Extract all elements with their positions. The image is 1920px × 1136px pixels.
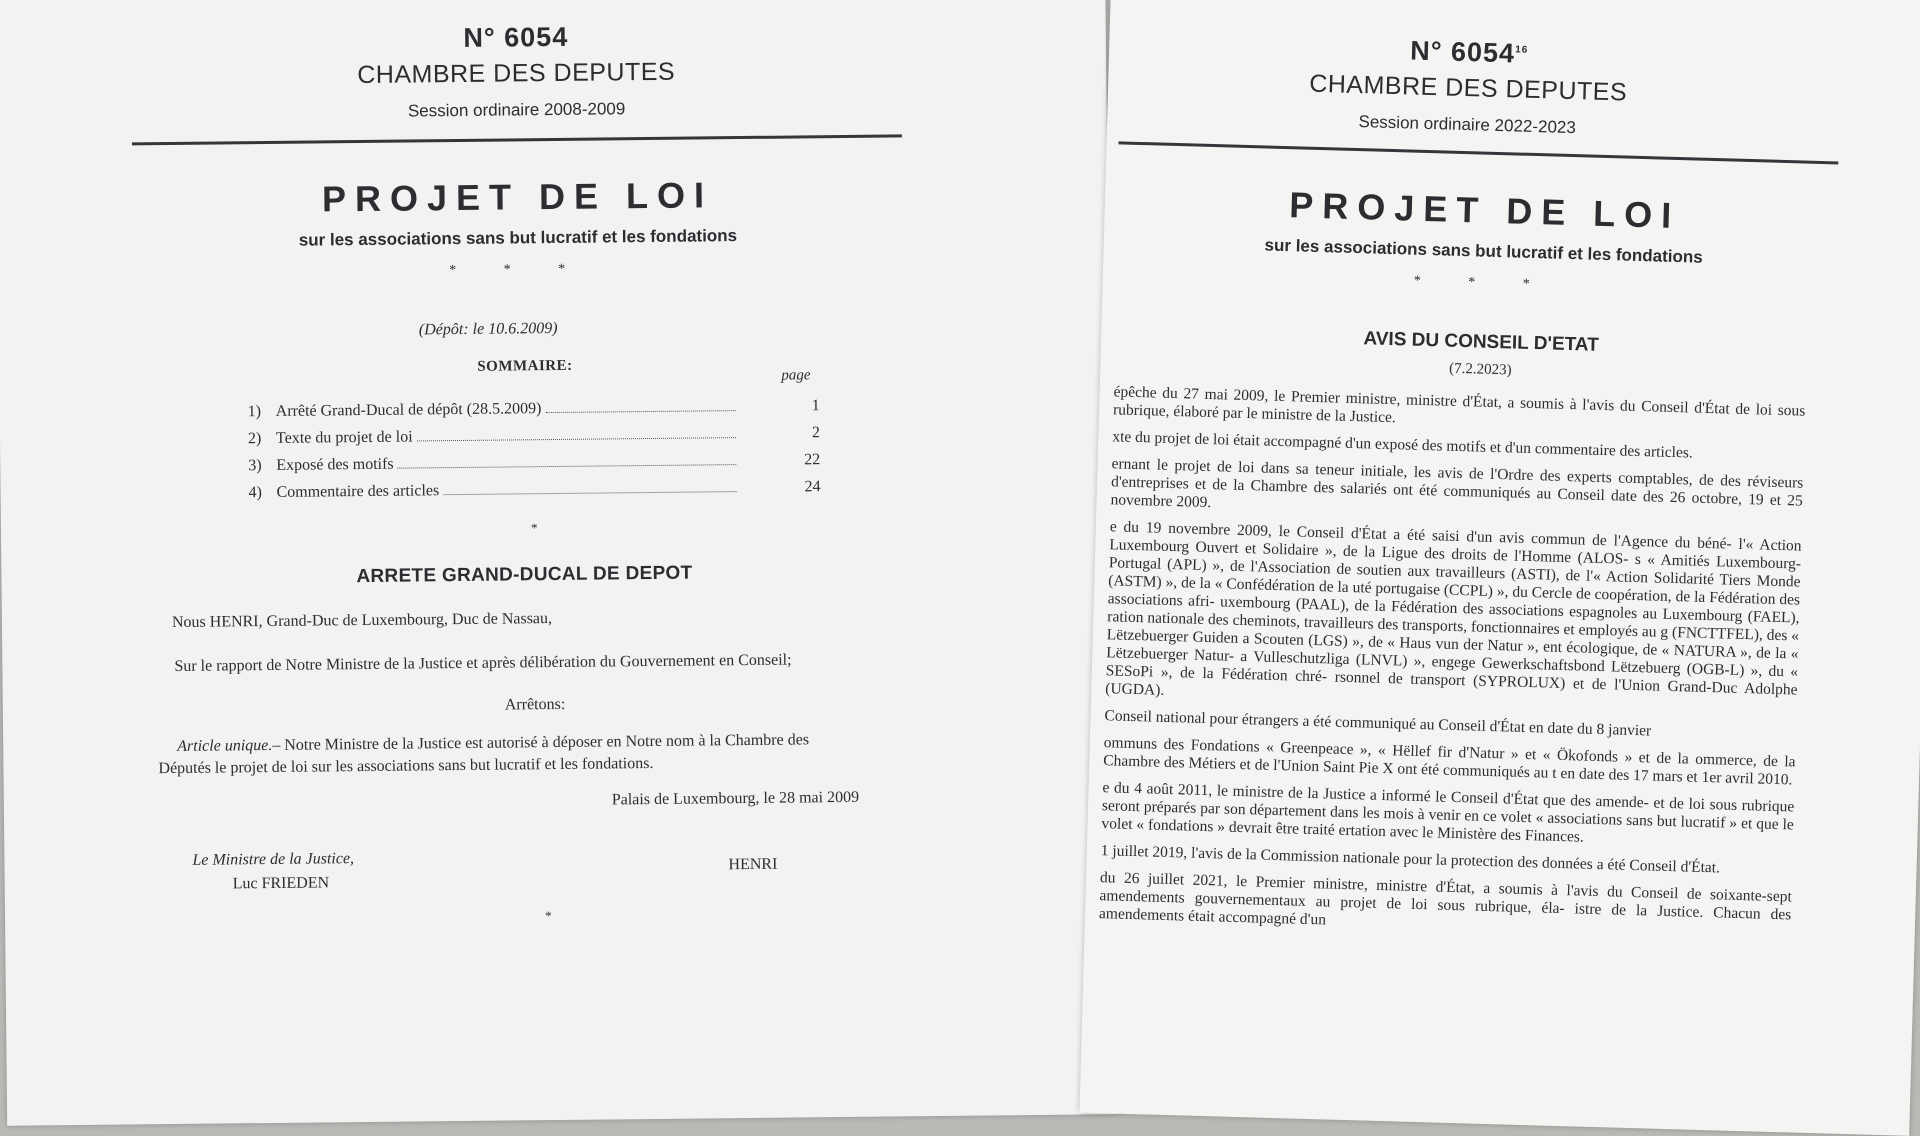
article-body-2: Députés le projet de loi sur les associations sans but lucratif et les fondations.: [158, 754, 654, 778]
deposit-date: (Dépôt: le 10.6.2009): [418, 319, 558, 339]
toc-label: Commentaire des articles: [276, 482, 440, 501]
header-rule: [1119, 141, 1839, 164]
header-rule: [132, 134, 902, 145]
toc-page: 22: [804, 451, 821, 469]
arretons-text: Arrêtons:: [504, 695, 566, 714]
body-paragraph: e du 19 novembre 2009, le Conseil d'État a été saisi d'un avis commun de l'Agence du béné- l'« Action Luxembourg Ouvert et Solidaire », de la Ligue des droits de l'Homme (ALOS- s « Amitiés Luxembourg-Portugal (APL) », de l'Association de soutien aux travailleurs (ASTI), de l'« Action Solidarité Tiers Monde (ASTM) », de la « Confédération de la uté portugaise (CCPL) », du Cercle de coopération, de la Fédération des associations afri- uxembourg (PAAL), de la Fédération des associations espagnoles au Luxembourg (FAEL), ration nationale des cheminots, travailleurs des transports, fonctionnaires et employés au g (FNCTTFEL), des « Lëtzebuerger Guiden a Scouten (LGS) », de « Haus vun der Natur », ent écologique, de « NATURA », de la « Lëtzebuerger Natur- a Vulleschutzliga (LNVL) », engege Gewerkschaftsbond Lëtzebuerg (OGB-L) », du « SESoPi », de la Fédération chré- rsonnel de transport (SYPROLUX) et de l'Union Grand-Duc Adolphe (UGDA).: [1105, 518, 1802, 699]
chamber-name: CHAMBRE DES DEPUTES: [357, 57, 676, 90]
opinion-date: (7.2.2023): [1448, 360, 1512, 379]
document-subtitle: sur les associations sans but lucratif et les fondations: [1264, 235, 1704, 267]
toc-number: 1): [247, 403, 262, 421]
place-date: Palais de Luxembourg, le 28 mai 2009: [611, 788, 860, 809]
minister-title: Le Ministre de la Justice,: [192, 850, 355, 869]
toc-label: Exposé des motifs: [276, 455, 394, 474]
stars-separator: * * *: [1413, 273, 1552, 293]
summary-heading: SOMMAIRE:: [477, 357, 573, 375]
toc-leader: [417, 437, 736, 441]
toc-leader: [398, 464, 737, 469]
toc-item: [248, 478, 820, 511]
toc-label: Arrêté Grand-Ducal de dépôt (28.5.2009): [275, 400, 542, 420]
document-title: PROJET DE LOI: [321, 174, 714, 220]
document-number: N° 6054: [463, 21, 569, 53]
body-paragraph: ernant le projet de loi dans sa teneur initiale, les avis de l'Ordre des experts comptables, de des réviseurs d'entreprises et de la Chambre des salariés ont été communiqués au Conseil date des 26 octobre, 19 et 25 novembre 2009.: [1110, 455, 1804, 512]
body-paragraph: 1 juillet 2019, l'avis de la Commission nationale pour la protection des données a été Conseil d'État.: [1100, 842, 1721, 877]
page-column-heading: page: [781, 367, 811, 384]
section-title: ARRETE GRAND-DUCAL DE DEPOT: [356, 562, 693, 588]
preamble-text: Nous HENRI, Grand-Duc de Luxembourg, Duc de Nassau,: [171, 610, 553, 632]
document-subtitle: sur les associations sans but lucratif et les fondations: [298, 226, 738, 250]
toc-label: Texte du projet de loi: [275, 428, 413, 447]
bottom-separator: *: [544, 908, 552, 924]
body-paragraph: e du 4 août 2011, le ministre de la Justice a informé le Conseil d'État que des amende- et de loi sous rubrique seront préparés par son département dans les mois à venir en ce volet « associations sans but lucratif » et que le volet « fondations » devrait être traité ertation avec le Ministère des Finances.: [1101, 779, 1795, 846]
document-number: [1229, 30, 1710, 74]
toc-leader: [443, 491, 736, 495]
chamber-name: CHAMBRE DES DEPUTES: [1308, 69, 1628, 107]
document-title: PROJET DE LOI: [1288, 184, 1681, 237]
body-paragraph: épêche du 27 mai 2009, le Premier ministre, ministre d'État, a soumis à l'avis du Conseil d'État de loi sous rubrique, élaboré par le ministre de la Justice.: [1112, 383, 1806, 427]
opinion-title: AVIS DU CONSEIL D'ETAT: [1363, 328, 1600, 356]
body-paragraph: du 26 juillet 2021, le Premier ministre, ministre d'État, a soumis à l'avis du Conseil de soixante-sept amendements gouvernementaux au projet de loi sous rubrique, éla- istre de la Justice. Chacun des amendements était accompagné d'un: [1098, 869, 1792, 929]
article-label: Article unique.: [177, 736, 273, 755]
toc-page: 2: [811, 424, 821, 442]
table-of-contents: [248, 397, 821, 511]
toc-page: 24: [804, 478, 821, 496]
opinion-body: [1098, 383, 1805, 951]
document-number-main: N° 6054: [1409, 35, 1516, 69]
body-paragraph: Conseil national pour étrangers a été communiqué au Conseil d'État en date du 8 janvier: [1104, 707, 1652, 740]
toc-number: 3): [248, 457, 262, 475]
document-page-right: [1079, 0, 1920, 1136]
section-separator: *: [530, 520, 538, 536]
toc-leader: [545, 410, 735, 413]
article-body-1: – Notre Ministre de la Justice est autorisé à déposer en Notre nom à la Chambre des: [272, 731, 810, 754]
minister-name: Luc FRIEDEN: [232, 874, 330, 893]
title-block: [137, 172, 898, 282]
toc-page: 1: [811, 397, 820, 415]
report-text: Sur le rapport de Notre Ministre de la Justice et après délibération du Gouvernement en Conseil;: [174, 651, 792, 675]
session-label: Session ordinaire 2022-2023: [1358, 112, 1577, 138]
toc-number: 2): [247, 430, 262, 448]
document-header: [1227, 30, 1710, 141]
article-text: [177, 728, 967, 757]
body-paragraph: xte du projet de loi était accompagné d'un exposé des motifs et d'un commentaire des articles.: [1112, 428, 1693, 462]
stars-separator: * * *: [449, 261, 588, 279]
document-header: [126, 18, 907, 124]
document-number-sup: 16: [1515, 44, 1529, 56]
session-label: Session ordinaire 2008-2009: [407, 99, 626, 121]
title-block: [1143, 180, 1826, 301]
signature-name: HENRI: [728, 855, 778, 874]
toc-number: 4): [248, 484, 262, 502]
body-paragraph: ommuns des Fondations « Greenpeace », « Hëllef fir d'Natur » et « Ökofonds » et de la ommerce, de la Chambre des Métiers et de l'Union Saint Pie X ont été communiqués au t en date des 17 mars et 1er avril 2010.: [1103, 734, 1796, 789]
